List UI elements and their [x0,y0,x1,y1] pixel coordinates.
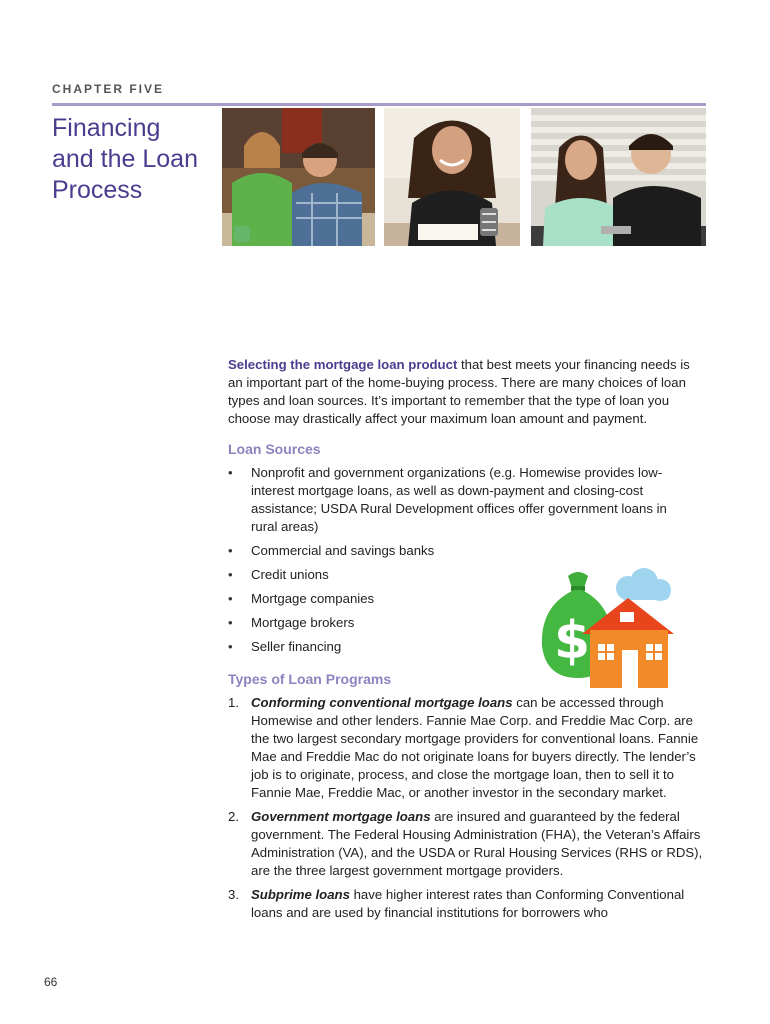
list-item: • Seller financing [228,638,706,656]
title-line-1: Financing [52,114,161,142]
list-item [228,808,706,880]
title-line-2: and the Loan [52,145,198,173]
loan-programs-heading: Types of Loan Programs [228,671,392,687]
item-term: Subprime loans [251,887,350,902]
intro-paragraph [228,356,706,428]
item-number: 1. [228,695,239,710]
list-item [228,694,706,802]
item-text: can be accessed through Homewise and other lenders. Fannie Mae Corp. and Freddie Mac Corp. are the two largest secondary mortgage providers for conventional loans. Fannie Mae and Freddie Mac do not originate loans for buyers directly. The lender’s job is to originate, process, and close the mortgage loan, then to sell it to Fannie Mae, Freddie Mac, or another investor in the secondary market. [251,695,699,800]
money-house-illustration [540,566,680,690]
title-line-3: Process [52,176,143,204]
chapter-label: CHAPTER FIVE [52,82,165,96]
list-item: • Mortgage companies [228,590,706,608]
item-text: have higher interest rates than Conforming Conventional loans and are used by financial institutions for borrowers who [251,887,685,920]
item-term: Conforming conventional mortgage loans [251,695,513,710]
photo-woman-writing [384,108,520,246]
cloud-icon [616,568,671,601]
list-item: • Commercial and savings banks [228,542,706,560]
loan-sources-heading: Loan Sources [228,441,321,457]
item-number: 2. [228,809,239,824]
photo-two-women-smiling [531,108,706,246]
list-item: • Mortgage brokers [228,614,706,632]
loan-programs-list [228,694,706,922]
header-rule [52,103,706,106]
intro-lead: Selecting the mortgage loan product [228,357,458,372]
photo-couple-reviewing-papers [222,108,375,246]
intro-text: that best meets your financing needs is an important part of the home-buying process. There are many choices of loan types and loan sources. It’s important to remember that the type of loan you choose may drastically affect your maximum loan amount and payment. [228,357,690,426]
list-item [228,886,706,922]
item-term: Government mortgage loans [251,809,431,824]
svg-text:$: $ [554,611,591,671]
item-text: are insured and guaranteed by the federal government. The Federal Housing Administration (FHA), the Veteran’s Affairs Administration (VA), and the USDA or Rural Housing Services (RHS or RDS), are the three largest government mortgage providers. [251,809,703,878]
list-item: • Credit unions [228,566,706,584]
page-title [52,113,217,206]
page-number: 66 [44,975,58,989]
list-item: • Nonprofit and government organizations (e.g. Homewise provides low-interest mortgage loans, as well as down-payment and closing-cost assistance; USDA Rural Development offices offer government loans in rural areas) [228,464,691,536]
item-number: 3. [228,887,239,902]
